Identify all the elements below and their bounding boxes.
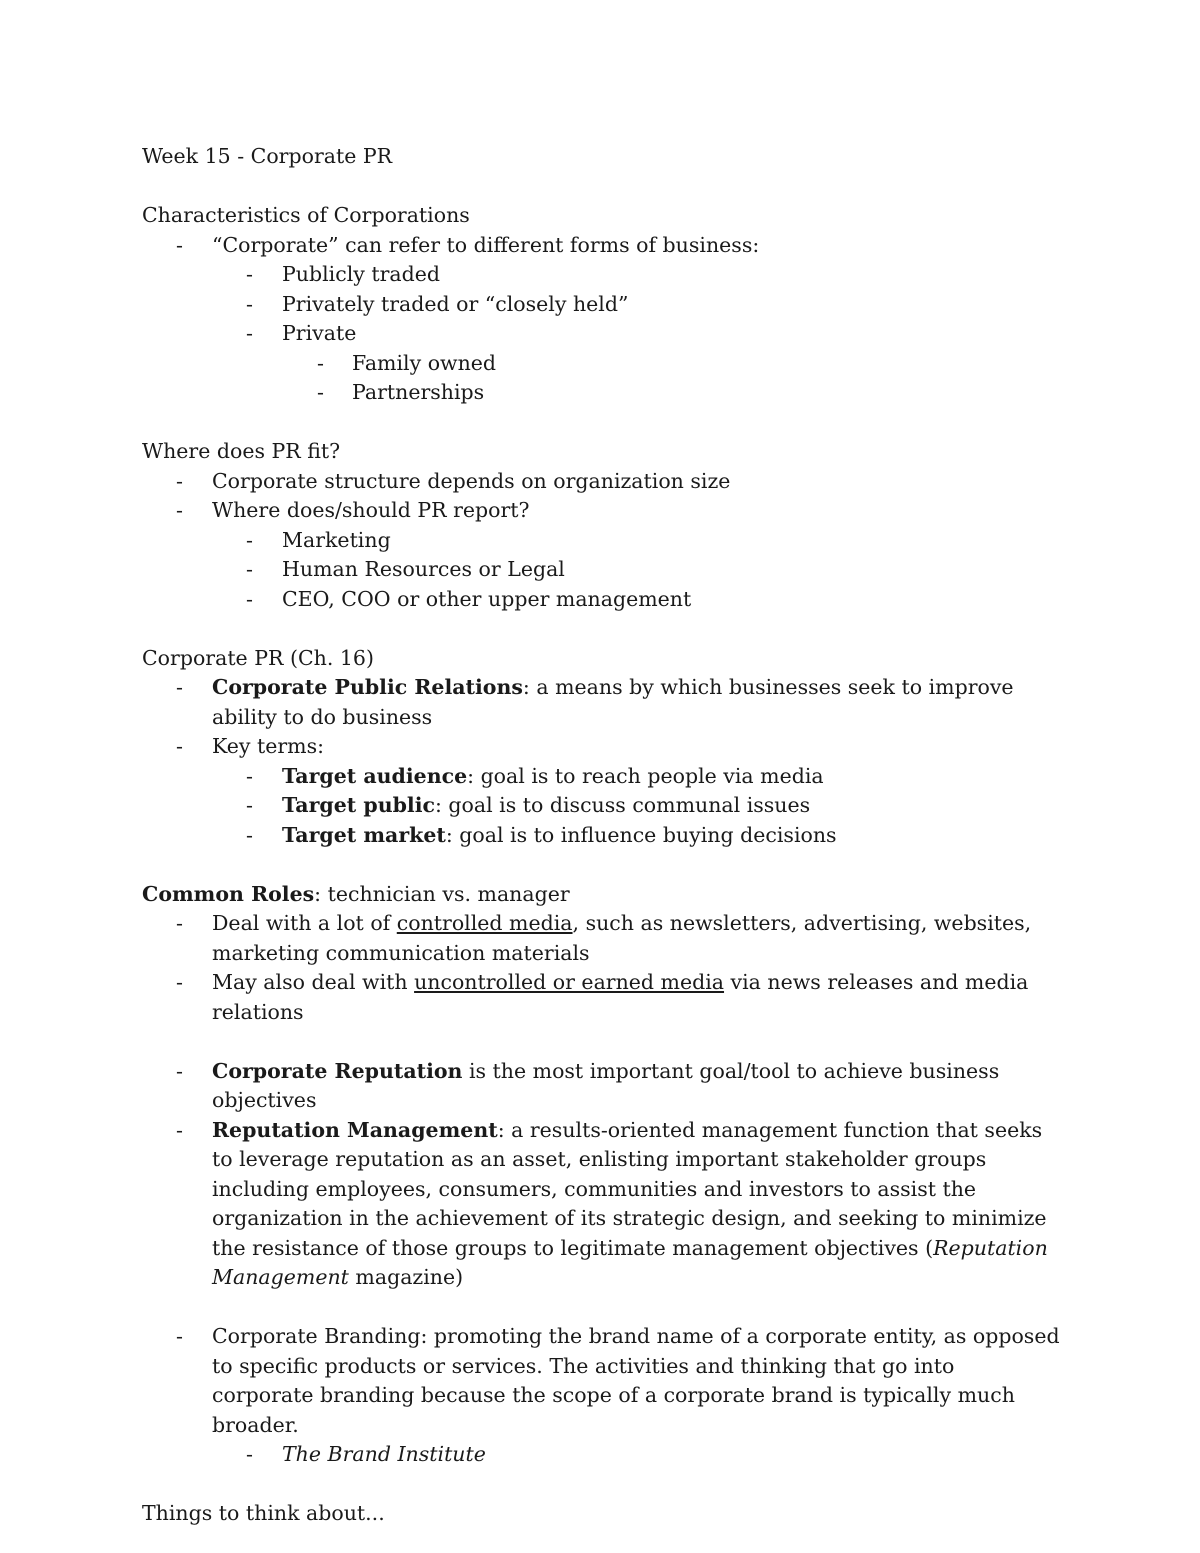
list-item	[142, 673, 1062, 732]
bullet-dash: -	[246, 763, 253, 788]
definition-text: magazine)	[348, 1265, 464, 1289]
list-item-text: Where does/should PR report?	[212, 498, 530, 522]
definition-text: : goal is to influence buying decisions	[445, 822, 837, 847]
term: Common Roles	[142, 881, 315, 906]
page-title: Week 15 - Corporate PR	[142, 144, 393, 168]
bullet-dash: -	[176, 498, 183, 522]
list-item	[142, 319, 1062, 349]
bullet-dash: -	[246, 557, 253, 581]
section-heading-common-roles	[142, 880, 1062, 910]
definition-text: : a results-oriented management function that seeks to leverage reputation as an asset, enlisting important stakeholder groups including employees, consumers, communities and investors to assist the organization in the achievement of its strategic design, and seeking to minimize the resistance of those groups to legitimate management objectives (	[212, 1117, 1047, 1260]
list-item-text: Partnerships	[352, 380, 485, 404]
bullet-dash: -	[317, 380, 324, 404]
list-item	[142, 1057, 1062, 1116]
bullet-dash: -	[246, 1442, 253, 1466]
list-item	[142, 526, 1062, 556]
list-item-text: Human Resources or Legal	[282, 557, 565, 581]
bullet-dash: -	[176, 970, 183, 994]
bullet-dash: -	[246, 793, 253, 817]
bullet-dash: -	[246, 321, 253, 345]
list-item	[142, 555, 1062, 585]
bullet-dash: -	[176, 468, 183, 493]
definition-text: is the most important goal/tool to achieve business objectives	[212, 1058, 1000, 1112]
definition-text: : goal is to reach people via media	[467, 763, 824, 788]
spacer	[142, 1027, 1062, 1057]
bullet-dash: -	[246, 527, 253, 552]
bullet-dash: -	[176, 734, 183, 758]
list-item	[142, 1440, 1062, 1470]
list-item	[142, 231, 1062, 261]
list-item-text: via news releases and media relations	[212, 970, 1029, 1024]
bullet-dash: -	[176, 675, 183, 699]
list-item-text: Corporate structure depends on organization size	[212, 468, 731, 493]
list-item-text: May also deal with	[212, 970, 415, 994]
term: Corporate Public Relations	[212, 675, 523, 699]
list-item	[142, 791, 1062, 821]
term: Corporate Reputation	[212, 1058, 463, 1083]
list-item-text: , such as newsletters, advertising, websites, marketing communication materials	[212, 911, 1032, 965]
list-item-text: Family owned	[352, 350, 497, 375]
list-item-text: Marketing	[282, 527, 391, 552]
list-item	[142, 1322, 1062, 1440]
list-item	[142, 260, 1062, 290]
list-item	[142, 968, 1062, 1027]
underlined-term: uncontrolled or earned media	[414, 970, 725, 994]
spacer	[142, 1470, 1062, 1500]
spacer	[142, 850, 1062, 880]
list-item-text: Deal with a lot of	[212, 911, 397, 935]
bullet-dash: -	[176, 1324, 183, 1348]
list-item	[142, 349, 1062, 379]
section-heading-corporate-pr: Corporate PR (Ch. 16)	[142, 645, 374, 670]
bullet-dash: -	[176, 232, 183, 257]
bullet-dash: -	[176, 1117, 183, 1142]
section-heading-characteristics: Characteristics of Corporations	[142, 203, 470, 227]
closing-line: Things to think about...	[142, 1501, 385, 1525]
document-page	[142, 142, 1062, 1529]
term: Reputation Management	[212, 1117, 498, 1142]
list-item	[142, 909, 1062, 968]
bullet-dash: -	[246, 262, 253, 286]
list-item	[142, 1116, 1062, 1293]
list-item-text: Privately traded or “closely held”	[282, 291, 629, 316]
list-item	[142, 467, 1062, 497]
bullet-dash: -	[176, 911, 183, 935]
spacer	[142, 172, 1062, 202]
list-item-text: CEO, COO or other upper management	[282, 586, 692, 611]
list-item-text: Private	[282, 321, 357, 345]
definition-text: : goal is to discuss communal issues	[435, 793, 811, 817]
term: Target public	[282, 793, 435, 817]
definition-text: : a means by which businesses seek to improve ability to do business	[212, 675, 1014, 729]
term: Target market	[282, 822, 446, 847]
source-citation: Reputation Management	[212, 1235, 1048, 1289]
underlined-term: controlled media	[396, 911, 573, 935]
list-item-text: Key terms:	[212, 734, 325, 758]
list-item	[142, 290, 1062, 320]
section-heading-where-pr-fits: Where does PR fit?	[142, 439, 341, 463]
bullet-dash: -	[246, 586, 253, 611]
list-item	[142, 585, 1062, 615]
heading-text: : technician vs. manager	[314, 881, 570, 906]
term: Target audience	[282, 763, 468, 788]
bullet-dash: -	[317, 350, 324, 375]
list-item	[142, 378, 1062, 408]
bullet-dash: -	[246, 822, 253, 847]
bullet-dash: -	[176, 1058, 183, 1083]
list-item	[142, 496, 1062, 526]
bullet-dash: -	[246, 291, 253, 316]
source-citation: The Brand Institute	[282, 1442, 486, 1466]
list-item	[142, 732, 1062, 762]
list-item-text: Publicly traded	[282, 262, 441, 286]
spacer	[142, 408, 1062, 438]
list-item-text: “Corporate” can refer to different forms of business:	[212, 232, 760, 257]
list-item	[142, 762, 1062, 792]
list-item-text: Corporate Branding: promoting the brand name of a corporate entity, as opposed to specific products or services. The activities and thinking that go into corporate branding because the scope of a corporate brand is typically much broader.	[212, 1324, 1060, 1437]
spacer	[142, 1293, 1062, 1323]
list-item	[142, 821, 1062, 851]
spacer	[142, 614, 1062, 644]
